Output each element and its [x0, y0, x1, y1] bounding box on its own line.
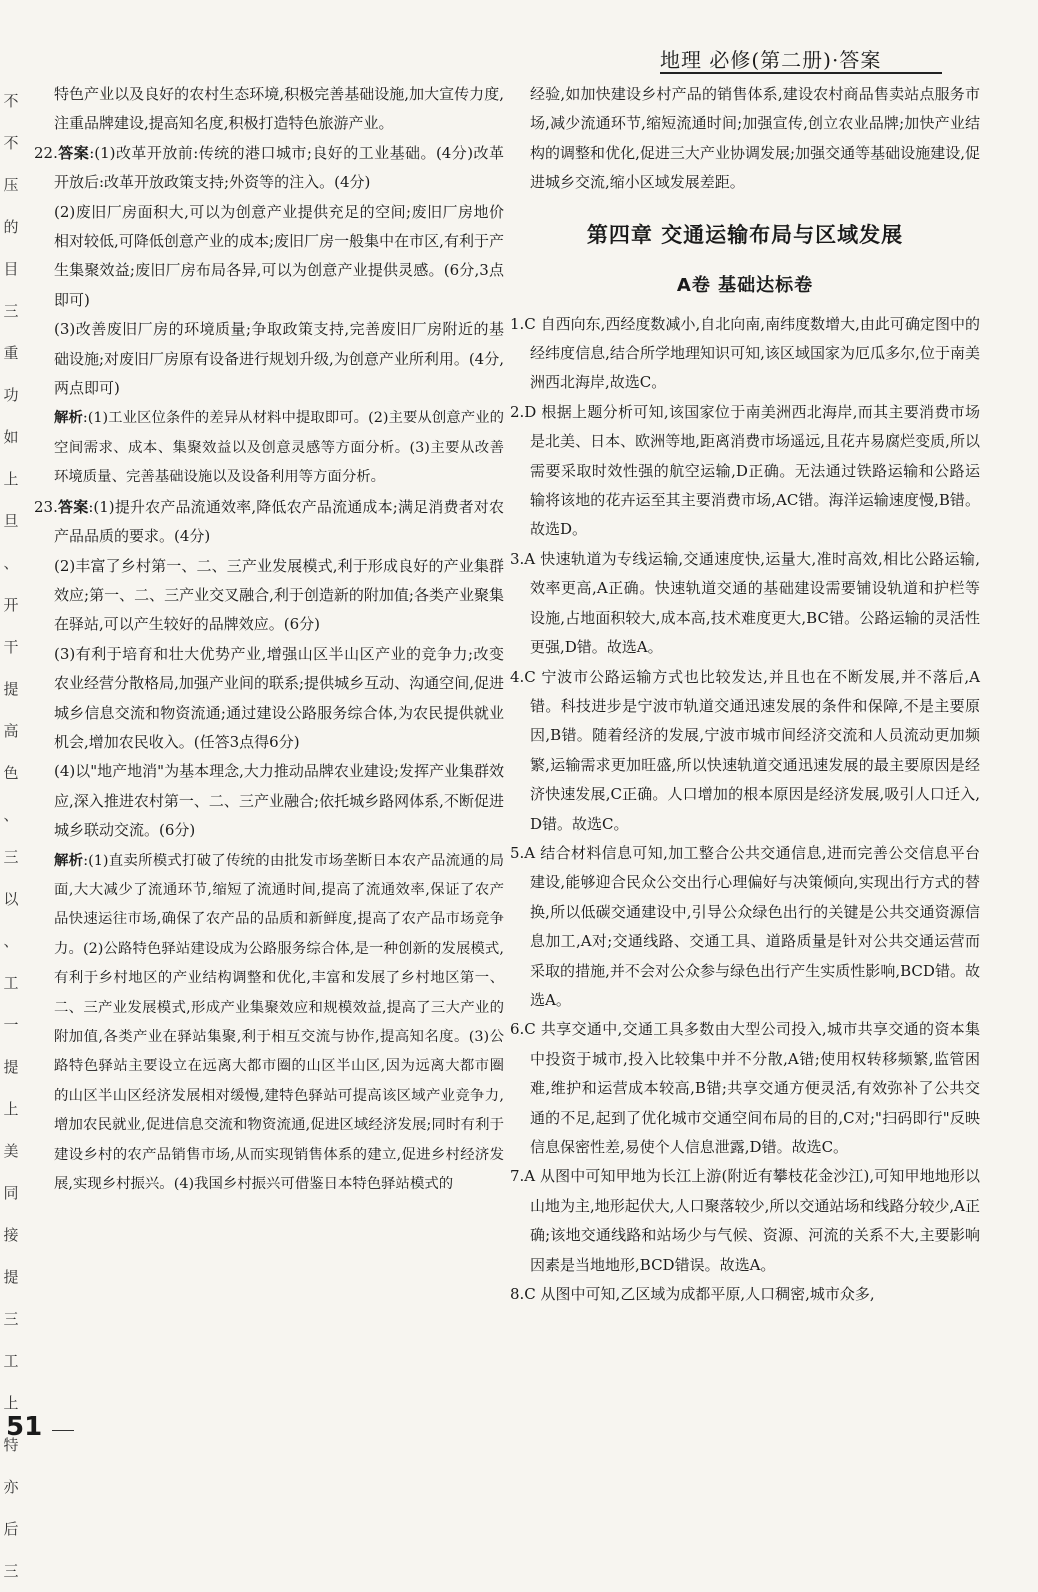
edge-char: 色 [3, 764, 19, 782]
answer-item: 3.A 快速轨道为专线运输,交通速度快,运量大,准时高效,相比公路运输,效率更高,A正确。快速轨道交通的基础建设需要铺设轨道和护栏等设施,占地面积较大,成本高,技术难度更大,BC错。公路运输的灵活性更强,D错。故选A。 [510, 549, 980, 657]
edge-char: 重 [3, 344, 19, 362]
edge-char: 工 [3, 974, 19, 992]
volume-title: A卷 基础达标卷 [676, 274, 814, 296]
edge-char: 干 [3, 638, 19, 656]
q23-answer-3: (3)有利于培育和壮大优势产业,增强山区半山区产业的竞争力;改变农业经营分散格局,加强产业间的联系;提供城乡互动、沟通空间,促进城乡信息交流和物资流通;通过建设公路服务综合体,为农民提供就业机会,增加农民收入。(任答3点得6分) [54, 644, 504, 751]
q23-answer: 23.答案:(1)提升农产品流通效率,降低农产品流通成本;满足消费者对农产品品质的要求。(4分) [34, 497, 504, 546]
edge-char: 美 [3, 1142, 19, 1160]
q22-answer-3: (3)改善废旧厂房的环境质量;争取政策支持,完善废旧厂房附近的基础设施;对废旧厂房原有设备进行规划升级,为创意产业所利用。(4分,两点即可) [54, 320, 504, 398]
header-rule [660, 72, 942, 74]
edge-char: 三 [3, 1562, 19, 1580]
edge-char: 、 [3, 932, 19, 950]
answer-item: 4.C 宁波市公路运输方式也比较发达,并且也在不断发展,并不落后,A错。科技进步是宁波市轨道交通迅速发展的条件和保障,不是主要原因,B错。随着经济的发展,宁波市城市间经济交流和人员流动更加频繁,运输需求更加旺盛,所以快速轨道交通迅速发展的最主要原因是经济快速发展,C正确。人口增加的根本原因是经济发展,吸引人口迁入,D错。故选C。 [510, 667, 980, 833]
edge-char: 三 [3, 848, 19, 866]
edge-char: 、 [3, 554, 19, 572]
edge-char: 特 [3, 1436, 19, 1454]
edge-char: 不 [3, 92, 19, 110]
q23-answer-2: (2)丰富了乡村第一、二、三产业发展模式,利于形成良好的产业集群效应;第一、二、三产业交叉融合,利于创造新的附加值;各类产业聚集在驿站,可以产生较好的品牌效应。(6分) [54, 556, 504, 634]
page-number-rule [52, 1430, 74, 1431]
adjacent-page-edge [0, 80, 22, 1580]
page-header: 地理 必修(第二册)·答案 [660, 48, 882, 72]
edge-char: 压 [3, 176, 19, 194]
edge-char: 亦 [3, 1478, 19, 1496]
q22-answer: 22.答案:(1)改革开放前:传统的港口城市;良好的工业基础。(4分)改革开放后:改革开放政策支持;外资等的注入。(4分) [34, 143, 504, 192]
edge-char: 如 [3, 428, 19, 446]
page-number: 51 [6, 1412, 43, 1442]
answer-item: 2.D 根据上题分析可知,该国家位于南美洲西北海岸,而其主要消费市场是北美、日本、欧洲等地,距离消费市场遥远,且花卉易腐烂变质,所以需要采取时效性强的航空运输,D正确。无法通过铁路运输和公路运输将该地的花卉运至其主要消费市场,AC错。海洋运输速度慢,B错。故选D。 [510, 402, 980, 539]
edge-char: 提 [3, 1058, 19, 1076]
answer-item: 8.C 从图中可知,乙区域为成都平原,人口稠密,城市众多, [510, 1285, 875, 1304]
edge-char: 、 [3, 806, 19, 824]
edge-char: 一 [3, 1016, 19, 1034]
answer-item: 5.A 结合材料信息可知,加工整合公共交通信息,进而完善公交信息平台建设,能够迎合民众公交出行心理偏好与决策倾向,实现出行方式的替换,所以低碳交通建设中,引导公众绿色出行的关键是公共交通资源信息加工,A对;交通线路、交通工具、道路质量是针对公共交通运营而采取的措施,并不会对公众参与绿色出行产生实质性影响,BCD错。故选A。 [510, 843, 980, 1009]
edge-char: 提 [3, 680, 19, 698]
edge-char: 高 [3, 722, 19, 740]
chapter-title: 第四章 交通运输布局与区域发展 [586, 222, 904, 247]
edge-char: 后 [3, 1520, 19, 1538]
edge-char: 旦 [3, 512, 19, 530]
edge-char: 不 [3, 134, 19, 152]
answer-item: 7.A 从图中可知甲地为长江上游(附近有攀枝花金沙江),可知甲地地形以山地为主,地形起伏大,人口聚落较少,所以交通站场和线路分较少,A正确;该地交通线路和站场少与气候、资源、河流的关系不大,主要影响因素是当地地形,BCD错误。故选A。 [510, 1167, 980, 1274]
q23-analysis: 解析:(1)直卖所模式打破了传统的由批发市场垄断日本农产品流通的局面,大大减少了流通环节,缩短了流通时间,提高了流通效率,保证了农产品快速运往市场,确保了农产品的品质和新鲜度,提高了农产品市场竞争力。(2)公路特色驿站建设成为公路服务综合体,是一种创新的发展模式,有利于乡村地区的产业结构调整和优化,丰富和发展了乡村地区第一、二、三产业发展模式,形成产业集聚效应和规模效益,提高了三大产业的附加值,各类产业在驿站集聚,利于相互交流与协作,提高知名度。(3)公路特色驿站主要设立在远离大都市圈的山区半山区,因为远离大都市圈的山区半山区经济发展相对缓慢,建特色驿站可提高该区域产业竞争力,增加农民就业,促进信息交流和物资流通,促进区域经济发展;同时有利于建设乡村的农产品销售市场,从而实现销售体系的建立,促进乡村经济发展,实现乡村振兴。(4)我国乡村振兴可借鉴日本特色驿站模式的 [54, 851, 504, 1193]
edge-char: 接 [3, 1226, 19, 1244]
edge-char: 上 [3, 1100, 19, 1118]
edge-char: 开 [3, 596, 19, 614]
edge-char: 功 [3, 386, 19, 404]
left-column [34, 80, 504, 1398]
edge-char: 提 [3, 1268, 19, 1286]
intro-paragraph: 特色产业以及良好的农村生态环境,积极完善基础设施,加大宣传力度,注重品牌建设,提高知名度,积极打造特色旅游产业。 [54, 85, 504, 133]
edge-char: 以 [3, 890, 19, 908]
edge-char: 三 [3, 302, 19, 320]
edge-char: 的 [3, 218, 19, 236]
answer-item: 6.C 共享交通中,交通工具多数由大型公司投入,城市共享交通的资本集中投资于城市,投入比较集中并不分散,A错;使用权转移频繁,监管困难,维护和运营成本较高,B错;共享交通方便灵活,有效弥补了公共交通的不足,起到了优化城市交通空间布局的目的,C对;"扫码即行"反映信息保密性差,易使个人信息泄露,D错。故选C。 [510, 1020, 980, 1156]
q22-answer-2: (2)废旧厂房面积大,可以为创意产业提供充足的空间;废旧厂房地价相对较低,可降低创意产业的成本;废旧厂房一般集中在市区,有利于产生集聚效益;废旧厂房布局各异,可以为创意产业提供灵感。(6分,3点即可) [54, 202, 504, 309]
edge-char: 工 [3, 1352, 19, 1370]
q22-analysis: 解析:(1)工业区位条件的差异从材料中提取即可。(2)主要从创意产业的空间需求、成本、集聚效益以及创意灵感等方面分析。(3)主要从改善环境质量、完善基础设施以及设备利用等方面分析。 [54, 409, 504, 486]
edge-char: 目 [3, 260, 19, 278]
q23-answer-4: (4)以"地产地消"为基本理念,大力推动品牌农业建设;发挥产业集群效应,深入推进农村第一、二、三产业融合;依托城乡路网体系,不断促进城乡联动交流。(6分) [54, 762, 504, 840]
right-column [510, 80, 980, 1398]
answer-item: 1.C 自西向东,西经度数减小,自北向南,南纬度数增大,由此可确定图中的经纬度信息,结合所学地理知识可知,该区域国家为厄瓜多尔,位于南美洲西北海岸,故选C。 [510, 314, 980, 392]
edge-char: 上 [3, 470, 19, 488]
edge-char: 三 [3, 1310, 19, 1328]
edge-char: 上 [3, 1394, 19, 1412]
continued-paragraph: 经验,如加快建设乡村产品的销售体系,建设农村商品售卖站点服务市场,减少流通环节,缩短流通时间;加强宣传,创立农业品牌;加快产业结构的调整和优化,促进三大产业协调发展;加强交通等基础设施建设,促进城乡交流,缩小区域发展差距。 [530, 85, 980, 192]
edge-char: 同 [3, 1184, 19, 1202]
